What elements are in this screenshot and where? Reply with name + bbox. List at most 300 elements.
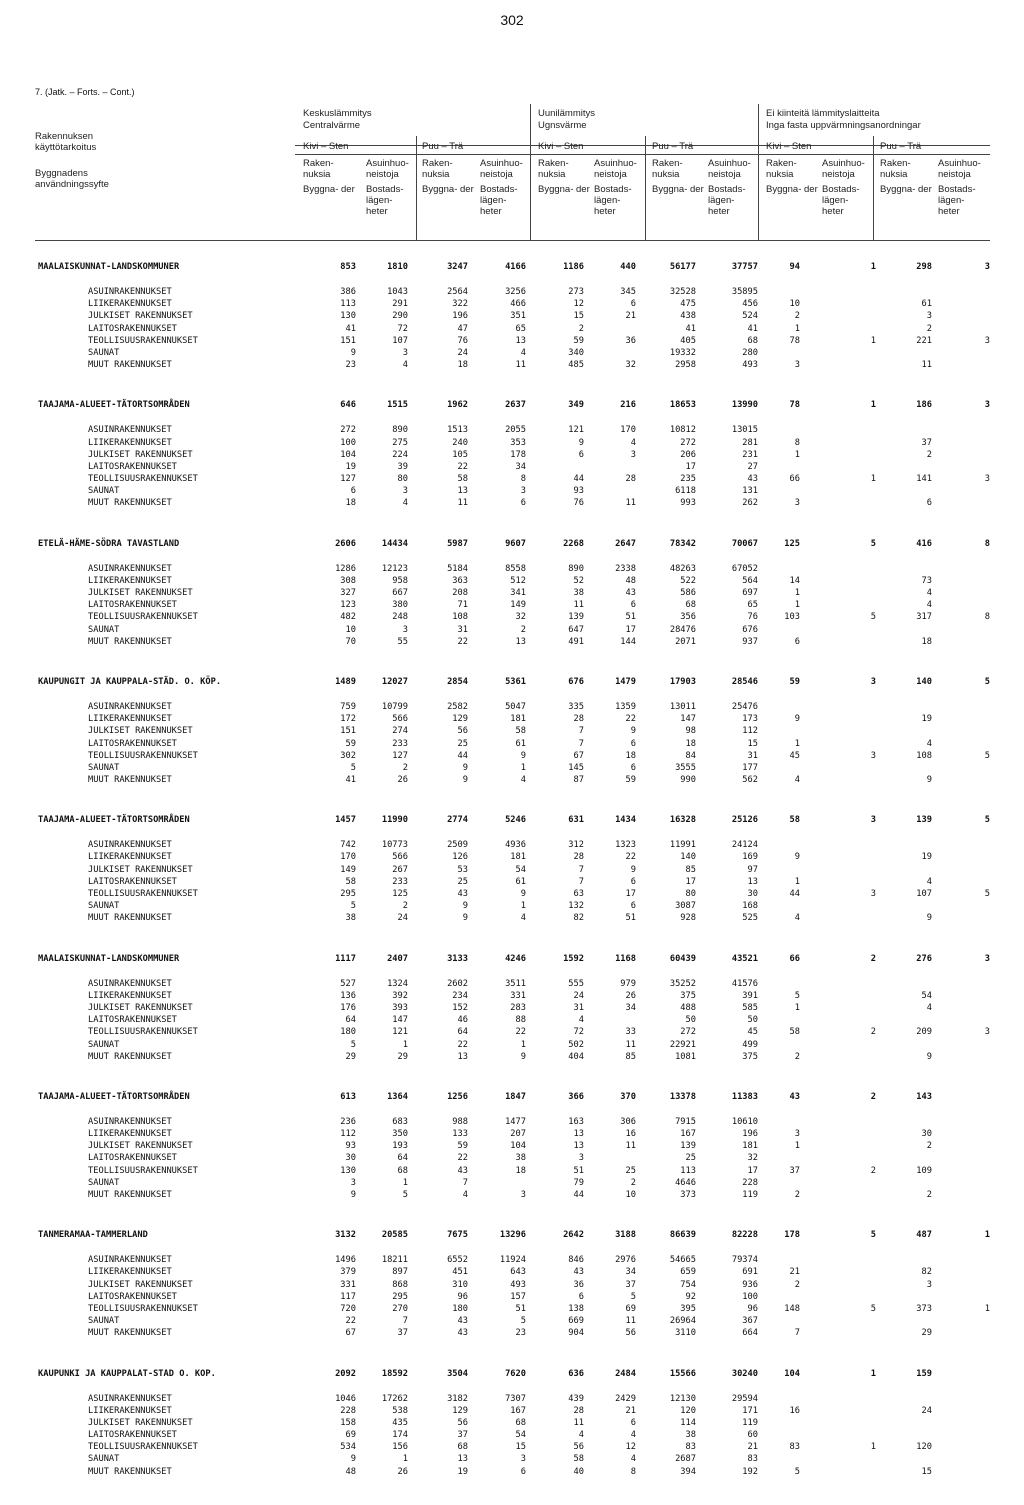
cell-value: 456 (742, 299, 758, 310)
cell-value: 3133 (447, 953, 468, 964)
cell-value: 9 (630, 864, 636, 875)
row-label: TEOLLISUUSRAKENNUKSET (88, 750, 198, 761)
cell-value: 302 (340, 750, 356, 761)
cell-value: 17 (747, 1165, 758, 1176)
cell-value: 80 (397, 474, 408, 485)
cell-value: 1962 (447, 400, 468, 411)
cell-value: 9 (462, 762, 468, 773)
cell-value: 32 (625, 360, 636, 371)
cell-value: 11 (625, 1141, 636, 1152)
row-label: LAITOSRAKENNUKSET (88, 876, 177, 887)
cell-value: 7307 (505, 1393, 526, 1404)
cell-value: 2 (402, 901, 408, 912)
cell-value: 493 (510, 1279, 526, 1290)
cell-value: 56 (573, 1442, 584, 1453)
cell-value: 167 (680, 1129, 696, 1140)
cell-value: 379 (340, 1267, 356, 1278)
cell-value: 683 (392, 1116, 408, 1127)
cell-value: 34 (625, 1267, 636, 1278)
cell-value: 312 (568, 840, 584, 851)
cell-value: 181 (510, 852, 526, 863)
cell-value: 44 (789, 889, 800, 899)
cell-value: 19 (921, 714, 932, 725)
cell-value: 37 (625, 1279, 636, 1290)
cell-value: 240 (452, 437, 468, 448)
cell-value: 26 (397, 1466, 408, 1477)
cell-value: 1 (870, 1442, 876, 1453)
cell-value: 373 (680, 1190, 696, 1200)
cell-value: 16 (625, 1129, 636, 1140)
row-label: ASUINRAKENNUKSET (88, 1393, 172, 1404)
cell-value: 327 (340, 588, 356, 598)
row-label: ASUINRAKENNUKSET (88, 978, 172, 989)
cell-value: 17903 (669, 676, 696, 687)
table-row (0, 437, 1024, 449)
cell-value: 1 (870, 400, 876, 411)
cell-value: 58 (457, 474, 468, 485)
cell-value: 9 (926, 913, 932, 924)
cell-value: 2 (794, 1051, 800, 1062)
row-label: MUUT RAKENNUKSET (88, 1190, 172, 1200)
cell-value: 1 (870, 474, 876, 485)
cell-value: 69 (625, 1303, 636, 1314)
cell-value: 54 (515, 1430, 526, 1441)
row-label: LIIKERAKENNUKSET (88, 990, 172, 1001)
cell-value: 3 (870, 815, 876, 826)
cell-value: 13 (457, 1454, 468, 1465)
cell-value: 1 (520, 762, 526, 773)
cell-value: 43 (789, 1091, 800, 1102)
table-row (0, 1417, 1024, 1429)
cell-value: 114 (680, 1417, 696, 1428)
table-row (0, 1315, 1024, 1327)
group-name: TAAJAMA-ALUEET-TÄTORTSOMRÅDEN (38, 815, 190, 826)
table-row (0, 1165, 1024, 1177)
cell-value: 1 (402, 1039, 408, 1050)
cell-value: 15 (747, 738, 758, 749)
row-label: SAUNAT (88, 1454, 120, 1465)
cell-value: 58 (789, 815, 800, 826)
cell-value: 13 (515, 335, 526, 346)
material-wood: Puu – Trä (880, 141, 922, 152)
cell-value: 2 (520, 624, 526, 635)
group-name: MAALAISKUNNAT-LANDSKOMMUNER (38, 953, 180, 964)
row-label: JULKISET RAKENNUKSET (88, 1002, 193, 1013)
cell-value: 11 (573, 1417, 584, 1428)
table-row (0, 1441, 1024, 1453)
cell-value: 2606 (335, 538, 356, 549)
measure-buildings-sv: Byggna- der (880, 184, 932, 195)
cell-value: 83 (789, 1442, 800, 1453)
cell-value: 12123 (381, 563, 408, 574)
cell-value: 109 (916, 1165, 932, 1176)
cell-value: 32 (515, 612, 526, 623)
cell-value: 36 (573, 1279, 584, 1290)
row-label: LIIKERAKENNUKSET (88, 299, 172, 310)
cell-value: 1 (794, 323, 800, 334)
cell-value: 26 (397, 775, 408, 786)
cell-value: 22 (345, 1316, 356, 1327)
cell-value: 207 (510, 1129, 526, 1140)
cell-value: 11 (625, 1316, 636, 1327)
cell-value: 2 (794, 311, 800, 322)
cell-value: 12 (573, 299, 584, 310)
cell-value: 61 (515, 876, 526, 887)
row-label: LIIKERAKENNUKSET (88, 1405, 172, 1416)
cell-value: 59 (345, 738, 356, 749)
cell-value: 3 (578, 1153, 584, 1164)
cell-value: 78 (789, 335, 800, 346)
cell-value: 2854 (447, 676, 468, 687)
cell-value: 1186 (563, 262, 584, 272)
cell-value: 129 (452, 1405, 468, 1416)
cell-value: 6 (350, 486, 356, 497)
cell-value: 9 (462, 913, 468, 924)
cell-value: 742 (340, 840, 356, 851)
cell-value: 868 (392, 1279, 408, 1290)
measure-buildings-fi: Raken- nuksia (766, 158, 797, 180)
cell-value: 51 (625, 913, 636, 924)
cell-value: 127 (392, 750, 408, 761)
table-row (0, 1026, 1024, 1038)
cell-value: 435 (392, 1417, 408, 1428)
cell-value: 5 (350, 762, 356, 773)
row-label: SAUNAT (88, 1039, 120, 1050)
cell-value: 44 (573, 1190, 584, 1200)
cell-value: 990 (680, 775, 696, 786)
cell-value: 3256 (505, 287, 526, 297)
cell-value: 488 (680, 1002, 696, 1013)
row-label: JULKISET RAKENNUKSET (88, 311, 193, 322)
cell-value: 566 (392, 714, 408, 725)
cell-value: 66 (789, 474, 800, 485)
cell-value: 7 (794, 1328, 800, 1339)
row-label: JULKISET RAKENNUKSET (88, 449, 193, 460)
cell-value: 1 (794, 1002, 800, 1013)
measure-buildings-sv: Byggna- der (538, 184, 590, 195)
cell-value: 40 (573, 1466, 584, 1477)
cell-value: 5987 (447, 538, 468, 549)
cell-value: 186 (916, 400, 932, 411)
measure-dwellings-fi: Asuinhuo- neistoja (480, 158, 523, 180)
table-row (0, 599, 1024, 611)
cell-value: 1 (794, 600, 800, 611)
cell-value: 64 (457, 1027, 468, 1038)
cell-value: 1256 (447, 1091, 468, 1102)
table-row (0, 323, 1024, 335)
cell-value: 846 (568, 1255, 584, 1266)
cell-value: 123 (340, 600, 356, 611)
cell-value: 176 (340, 1002, 356, 1013)
cell-value: 2509 (447, 840, 468, 851)
measure-buildings-fi: Raken- nuksia (303, 158, 334, 180)
cell-value: 2 (870, 1027, 876, 1038)
cell-value: 172 (340, 714, 356, 725)
cell-value: 17 (625, 889, 636, 899)
cell-value: 1 (870, 335, 876, 346)
cell-value: 29 (397, 1051, 408, 1062)
cell-value: 14 (789, 575, 800, 586)
cell-value: 131 (742, 486, 758, 497)
cell-value: 59 (573, 335, 584, 346)
row-label: LAITOSRAKENNUKSET (88, 738, 177, 749)
cell-value: 6 (630, 299, 636, 310)
cell-value: 130 (340, 311, 356, 322)
group-total-row (0, 675, 1024, 689)
row-label: SAUNAT (88, 486, 120, 497)
table-row (0, 1429, 1024, 1441)
cell-value: 43 (457, 1316, 468, 1327)
header-divider (530, 104, 531, 241)
table-row (0, 1002, 1024, 1014)
row-label: ASUINRAKENNUKSET (88, 287, 172, 297)
cell-value: 936 (742, 1279, 758, 1290)
cell-value: 93 (345, 1141, 356, 1152)
cell-value: 87 (573, 775, 584, 786)
cell-value: 18653 (669, 400, 696, 411)
group-name: TANMERAMAA-TAMMERLAND (38, 1230, 148, 1241)
cell-value: 10 (345, 624, 356, 635)
cell-value: 22 (457, 1039, 468, 1050)
cell-value: 11 (457, 498, 468, 509)
cell-value: 3182 (447, 1393, 468, 1404)
table-row (0, 424, 1024, 436)
table-row (0, 1254, 1024, 1266)
cell-value: 928 (680, 913, 696, 924)
cell-value: 274 (392, 726, 408, 737)
cell-value: 262 (742, 498, 758, 509)
cell-value: 34 (625, 1002, 636, 1013)
cell-value: 11924 (499, 1255, 526, 1266)
cell-value: 71 (457, 600, 468, 611)
cell-value: 1286 (335, 563, 356, 574)
cell-value: 1324 (387, 978, 408, 989)
cell-value: 1847 (505, 1091, 526, 1102)
cell-value: 147 (392, 1015, 408, 1026)
heat-group-central-sv: Centralvärme (303, 120, 361, 131)
row-label: MUUT RAKENNUKSET (88, 913, 172, 924)
table-row (0, 762, 1024, 774)
table-row (0, 359, 1024, 371)
cell-value: 5 (870, 1303, 876, 1314)
cell-value: 65 (747, 600, 758, 611)
cell-value: 3 (350, 1177, 356, 1188)
cell-value: 54 (921, 990, 932, 1001)
cell-value: 4 (520, 347, 526, 358)
cell-value: 2071 (675, 636, 696, 647)
cell-value: 31 (573, 1002, 584, 1013)
cell-value: 174 (392, 1430, 408, 1441)
cell-value: 22 (457, 636, 468, 647)
cell-value: 1515 (387, 400, 408, 411)
cell-value: 1043 (387, 287, 408, 297)
cell-value: 41576 (731, 978, 758, 989)
cell-value: 6 (630, 600, 636, 611)
row-label: LAITOSRAKENNUKSET (88, 600, 177, 611)
cell-value: 173 (742, 714, 758, 725)
cell-value: 39 (397, 461, 408, 472)
cell-value: 2092 (335, 1368, 356, 1379)
cell-value: 151 (340, 335, 356, 346)
cell-value: 5 (350, 1039, 356, 1050)
cell-value: 613 (340, 1091, 356, 1102)
table-row (0, 1128, 1024, 1140)
cell-value: 157 (510, 1291, 526, 1302)
cell-value: 1513 (447, 425, 468, 436)
cell-value: 5047 (505, 701, 526, 712)
cell-value: 2268 (563, 538, 584, 549)
cell-value: 97 (747, 864, 758, 875)
cell-value: 482 (340, 612, 356, 623)
cell-value: 525 (742, 913, 758, 924)
cell-value: 224 (392, 449, 408, 460)
group-total-row (0, 1090, 1024, 1104)
cell-value: 25 (625, 1165, 636, 1176)
row-label: TEOLLISUUSRAKENNUKSET (88, 889, 198, 899)
cell-value: 3 (870, 750, 876, 761)
cell-value: 51 (515, 1303, 526, 1314)
cell-value: 9 (794, 714, 800, 725)
region-group (0, 1228, 1024, 1339)
cell-value: 2 (794, 1279, 800, 1290)
cell-value: 13 (515, 636, 526, 647)
table-row (0, 1039, 1024, 1051)
row-label: JULKISET RAKENNUKSET (88, 864, 193, 875)
cell-value: 96 (747, 1303, 758, 1314)
cell-value: 27 (747, 461, 758, 472)
cell-value: 5 (520, 1316, 526, 1327)
cell-value: 8 (630, 1466, 636, 1477)
cell-value: 270 (392, 1303, 408, 1314)
cell-value: 168 (742, 901, 758, 912)
cell-value: 5 (984, 815, 990, 826)
cell-value: 11383 (731, 1091, 758, 1102)
cell-value: 1 (870, 1368, 876, 1379)
table-caption: 7. (Jatk. – Forts. – Cont.) (35, 87, 135, 97)
cell-value: 85 (685, 864, 696, 875)
cell-value: 145 (568, 762, 584, 773)
cell-value: 295 (340, 889, 356, 899)
cell-value: 9 (926, 775, 932, 786)
cell-value: 25 (457, 876, 468, 887)
cell-value: 140 (916, 676, 932, 687)
cell-value: 85 (625, 1051, 636, 1062)
cell-value: 171 (742, 1405, 758, 1416)
cell-value: 83 (747, 1454, 758, 1465)
cell-value: 120 (916, 1442, 932, 1453)
cell-value: 158 (340, 1417, 356, 1428)
cell-value: 393 (392, 1002, 408, 1013)
cell-value: 1 (520, 901, 526, 912)
cell-value: 3 (402, 624, 408, 635)
material-stone: Kivi – Sten (538, 141, 584, 152)
cell-value: 298 (916, 262, 932, 272)
cell-value: 493 (742, 360, 758, 371)
cell-value: 13011 (669, 701, 696, 712)
cell-value: 7 (578, 876, 584, 887)
cell-value: 522 (680, 575, 696, 586)
table-row (0, 912, 1024, 924)
cell-value: 72 (397, 323, 408, 334)
cell-value: 47 (457, 323, 468, 334)
cell-value: 163 (568, 1116, 584, 1127)
material-wood: Puu – Trä (422, 141, 464, 152)
row-label: ASUINRAKENNUKSET (88, 701, 172, 712)
cell-value: 2 (870, 1091, 876, 1102)
cell-value: 3504 (447, 1368, 468, 1379)
cell-value: 636 (568, 1368, 584, 1379)
cell-value: 6 (520, 498, 526, 509)
cell-value: 7620 (505, 1368, 526, 1379)
table-row (0, 485, 1024, 497)
cell-value: 1434 (615, 815, 636, 826)
cell-value: 169 (742, 852, 758, 863)
cell-value: 144 (620, 636, 636, 647)
cell-value: 28546 (731, 676, 758, 687)
cell-value: 7675 (447, 1230, 468, 1241)
cell-value: 113 (680, 1165, 696, 1176)
cell-value: 17 (625, 624, 636, 635)
cell-value: 12130 (669, 1393, 696, 1404)
cell-value: 395 (680, 1303, 696, 1314)
cell-value: 125 (784, 538, 800, 549)
cell-value: 993 (680, 498, 696, 509)
cell-value: 21 (789, 1267, 800, 1278)
cell-value: 4 (926, 738, 932, 749)
cell-value: 1457 (335, 815, 356, 826)
cell-value: 19 (457, 1466, 468, 1477)
cell-value: 1 (794, 1141, 800, 1152)
cell-value: 139 (568, 612, 584, 623)
cell-value: 104 (784, 1368, 800, 1379)
cell-value: 76 (457, 335, 468, 346)
cell-value: 5 (870, 538, 876, 549)
cell-value: 68 (457, 1442, 468, 1453)
cell-value: 502 (568, 1039, 584, 1050)
cell-value: 32528 (669, 287, 696, 297)
cell-value: 15 (921, 1466, 932, 1477)
cell-value: 103 (784, 612, 800, 623)
cell-value: 147 (680, 714, 696, 725)
cell-value: 167 (510, 1405, 526, 1416)
cell-value: 80 (685, 889, 696, 899)
cell-value: 5 (794, 990, 800, 1001)
cell-value: 5246 (505, 815, 526, 826)
cell-value: 38 (573, 588, 584, 598)
cell-value: 10 (625, 1190, 636, 1200)
cell-value: 1081 (675, 1051, 696, 1062)
cell-value: 206 (680, 449, 696, 460)
cell-value: 646 (340, 400, 356, 411)
measure-dwellings-fi: Asuinhuo- neistoja (366, 158, 409, 180)
row-label: SAUNAT (88, 624, 120, 635)
cell-value: 105 (452, 449, 468, 460)
row-label: TEOLLISUUSRAKENNUKSET (88, 1165, 198, 1176)
group-name: TAAJAMA-ALUEET-TÄTORTSOMRÅDEN (38, 1091, 190, 1102)
cell-value: 720 (340, 1303, 356, 1314)
cell-value: 151 (340, 726, 356, 737)
region-group (0, 537, 1024, 648)
cell-value: 130 (340, 1165, 356, 1176)
cell-value: 14434 (381, 538, 408, 549)
cell-value: 2642 (563, 1230, 584, 1241)
cell-value: 2338 (615, 563, 636, 574)
cell-value: 17 (685, 876, 696, 887)
cell-value: 6118 (675, 486, 696, 497)
cell-value: 82228 (731, 1230, 758, 1241)
cell-value: 125 (392, 889, 408, 899)
cell-value: 3555 (675, 762, 696, 773)
